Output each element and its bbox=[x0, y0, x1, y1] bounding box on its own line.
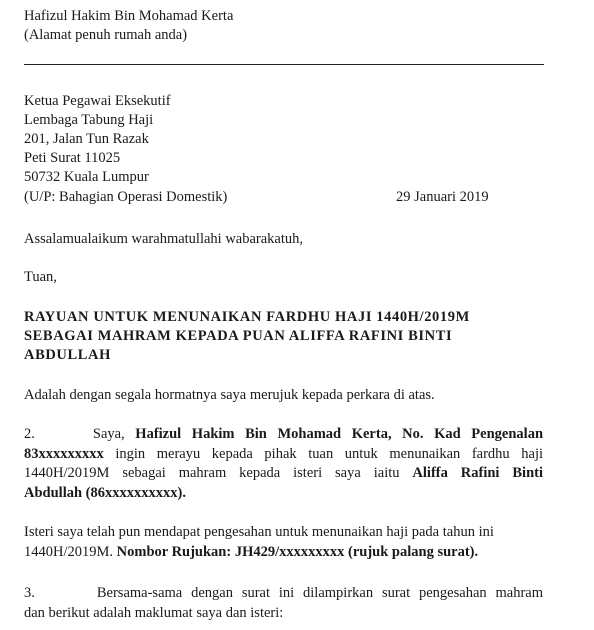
paragraph-wife bbox=[24, 523, 543, 562]
para-wife-line-1: Isteri saya telah pun mendapat pengesahan untuk menunaikan haji pada tahun ini bbox=[24, 524, 494, 540]
greeting: Assalamualaikum warahmatullahi wabarakatuh, bbox=[24, 231, 304, 247]
para2-line-3 bbox=[24, 464, 543, 484]
para2-line-2 bbox=[24, 445, 543, 465]
para-wife-line-2 bbox=[24, 543, 543, 563]
header-divider bbox=[24, 64, 544, 65]
para2-saya: Saya, bbox=[92, 426, 125, 442]
sender-address: (Alamat penuh rumah anda) bbox=[24, 27, 188, 43]
recipient-line-4: Peti Surat 11025 bbox=[24, 150, 121, 166]
para3-line-1 bbox=[24, 584, 543, 604]
recipient-line-2: Lembaga Tabung Haji bbox=[24, 112, 154, 128]
para2-line2-rest: ingin merayu kepada pihak tuan untuk menunaikan fardhu haji bbox=[115, 445, 543, 462]
recipient-line-3: 201, Jalan Tun Razak bbox=[24, 131, 149, 147]
paragraph-2 bbox=[24, 425, 543, 503]
sender-name: Hafizul Hakim Bin Mohamad Kerta bbox=[24, 8, 234, 24]
para-wife-reference: Nombor Rujukan: JH429/xxxxxxxxx (rujuk palang surat). bbox=[116, 543, 479, 560]
subject-line-1: RAYUAN UNTUK MENUNAIKAN FARDHU HAJI 1440H/2019M bbox=[24, 309, 470, 325]
subject-line-2: SEBAGAI MAHRAM KEPADA PUAN ALIFFA RAFINI BINTI bbox=[24, 328, 453, 344]
para2-number: 2. bbox=[24, 426, 35, 442]
para2-wife-name: Aliffa Rafini Binti bbox=[412, 465, 543, 481]
intro-paragraph: Adalah dengan segala hormatnya saya merujuk kepada perkara di atas. bbox=[24, 387, 435, 403]
letter-date: 29 Januari 2019 bbox=[396, 189, 489, 205]
para2-line-4: Abdullah (86xxxxxxxxxx). bbox=[24, 484, 186, 501]
recipient-line-6: (U/P: Bahagian Operasi Domestik) bbox=[24, 189, 228, 205]
para3-line1-rest: Bersama-sama dengan surat ini dilampirkan surat pengesahan mahram bbox=[96, 585, 543, 601]
paragraph-3 bbox=[24, 584, 543, 623]
recipient-line-1: Ketua Pegawai Eksekutif bbox=[24, 93, 171, 109]
salutation: Tuan, bbox=[24, 269, 57, 285]
para2-line-1 bbox=[24, 425, 543, 445]
para2-line3-start: 1440H/2019M sebagai mahram kepada isteri saya iaitu bbox=[24, 465, 400, 481]
subject-line-3: ABDULLAH bbox=[24, 347, 111, 363]
para2-id-number: 83xxxxxxxxx bbox=[24, 445, 104, 462]
para3-line-2: dan berikut adalah maklumat saya dan isteri: bbox=[24, 604, 284, 621]
recipient-line-5: 50732 Kuala Lumpur bbox=[24, 169, 149, 185]
para-wife-line2-start: 1440H/2019M. bbox=[24, 543, 114, 560]
para2-name-id: Hafizul Hakim Bin Mohamad Kerta, No. Kad Pengenalan bbox=[135, 426, 544, 442]
para3-number: 3. bbox=[24, 585, 35, 601]
